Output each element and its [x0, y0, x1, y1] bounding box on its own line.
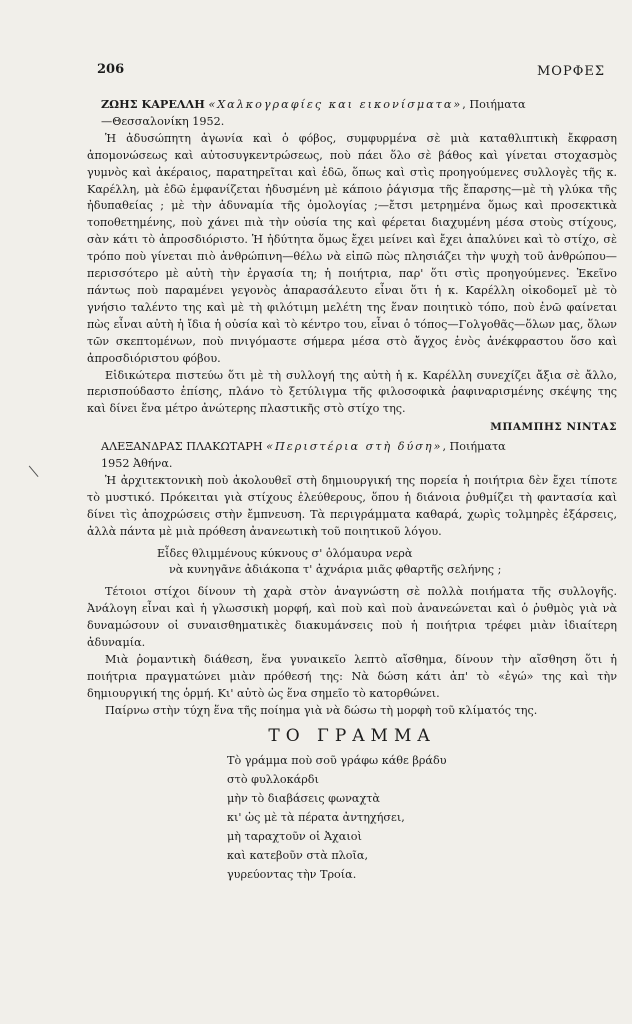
review-paragraph: Ἡ ἀρχιτεκτονικὴ ποὺ ἀκολουθεῖ στὴ δημιουργική της πορεία ἡ ποιήτρια δὲν ἔχει τίποτε τὸ μυστικό. Πρόκειται γιὰ στίχους ἐλεύθερους, ὅπου ἡ διάνοια ῥυθμίζει τὴ φαντασία καὶ δίνει τὶς ἀποχρώσεις στὴν ἔμπνευση. Τὰ περιγράμματα καθαρά, χωρὶς τολμηρὲς ἐξάρσεις, ἀλλὰ πάντα μὲ μιὰ πρόθεση ἀνανεωτικὴ τοῦ ποιητικοῦ λόγου.	[87, 473, 617, 538]
review-pub-place: 1952 Ἀθήνα.	[101, 457, 173, 471]
poem-body	[87, 751, 617, 884]
review-signature: ΜΠΑΜΠΗΣ ΝΙΝΤΑΣ	[490, 421, 617, 434]
review-pub-info: , Ποιήματα	[442, 440, 506, 454]
review-paragraph: Μιὰ ῥομαντικὴ διάθεση, ἕνα γυναικεῖο λεπτὸ αἴσθημα, δίνουν τὴν αἴσθηση ὅτι ἡ ποιήτρια πραγματώνει μιὰν πρόθεσή της: Νὰ δώση κάτι ἀπ' τὸ «ἐγώ» της καὶ τὴν δημιουργική της ὁρμή. Κι' αὐτὸ ὡς ἕνα σημεῖο τὸ κατορθώνει.	[87, 653, 617, 700]
quoted-verse-line: νὰ κυνηγᾶνε ἀδιάκοπα τ' ἀχνάρια μιᾶς φθαρτῆς σελήνης ;	[169, 563, 502, 577]
quoted-verse	[87, 546, 617, 580]
poem-line: καὶ κατεβοῦν στὰ πλοῖα,	[227, 848, 368, 862]
review-paragraph: Παίρνω στὴν τύχη ἕνα τῆς ποίημα γιὰ νὰ δώσω τὴ μορφὴ τοῦ κλίματός της.	[105, 703, 538, 717]
review-heading-1	[87, 96, 617, 131]
poem-line: μὴ ταραχτοῦν οἱ Ἀχαιοὶ	[227, 829, 362, 843]
page-content	[87, 96, 617, 884]
review-author: ΖΩΗΣ ΚΑΡΕΛΛΗ	[101, 97, 205, 111]
margin-mark	[29, 465, 40, 477]
review-book-title: «Χαλκογραφίες και εικονίσματα»	[208, 98, 463, 111]
poem-title: ΤΟ ΓΡΑΜΜΑ	[268, 725, 436, 746]
poem-line: μὴν τὸ διαβάσεις φωναχτὰ	[227, 791, 380, 805]
poem-line: Τὸ γράμμα ποὺ σοῦ γράφω κάθε βράδυ	[227, 753, 447, 767]
quoted-verse-line: Εἶδες θλιμμένους κύκνους σ' ὁλόμαυρα νερὰ	[157, 546, 413, 560]
poem-line: κι' ὡς μὲ τὰ πέρατα ἀντηχήσει,	[227, 810, 405, 824]
review-paragraph: Εἰδικώτερα πιστεύω ὅτι μὲ τὴ συλλογή της αὐτὴ ἡ κ. Καρέλλη συνεχίζει ἄξια σὲ ἄλλο, περισπούδαστο ἐπίσης, πλάνο τὸ ξετύλιγμα τῆς φιλοσοφικὰ ῥαφιναρισμένης σκέψης της καὶ δίνει ἕνα μέτρο ἀνώτερης πλαστικῆς στὸ στίχο της.	[87, 368, 617, 416]
review-book-title: «Περιστέρια στὴ δύση»	[266, 440, 443, 454]
review-pub-info: , Ποιήματα	[462, 98, 526, 111]
review-paragraph: Τέτοιοι στίχοι δίνουν τὴ χαρὰ στὸν ἀναγνώστη σὲ πολλὰ ποιήματα τῆς συλλογῆς. Ἀνάλογη εἶναι καὶ ἡ γλωσσικὴ μορφή, καὶ ποὺ καὶ ποὺ ἀνανεώνεται καὶ ὁ ῥυθμὸς γιὰ νὰ δυναμώσουν οἱ συναισθηματικὲς διακυμάνσεις ποὺ ἡ ποιήτρια τρέφει μιὰν ἰδιαίτερη ἀδυναμία.	[87, 585, 617, 650]
page-number: 206	[97, 62, 125, 77]
poem-line: γυρεύοντας τὴν Τροία.	[227, 867, 357, 881]
review-author: ΑΛΕΞΑΝΔΡΑΣ ΠΛΑΚΩΤΑΡΗ	[101, 440, 263, 454]
poem-line: στὸ φυλλοκάρδι	[227, 772, 319, 786]
journal-title: ΜΟΡΦΕΣ	[537, 64, 606, 79]
review-paragraph: Ἡ ἀδυσώπητη ἀγωνία καὶ ὁ φόβος, συμφυρμένα σὲ μιὰ καταθλιπτικὴ ἔκφραση ἀπομονώσεως καὶ αὐτοσυγκεντρώσεως, ποὺ πάει ὅλο σὲ βάθος καὶ γίνεται στοχασμὸς γυμνὸς καὶ ἀκέραιος, παρατηρεῖται καὶ ἐδῶ, ὅπως καὶ στὶς προηγούμενες συλλογὲς τῆς κ. Καρέλλη, μὰ ἐδῶ ἐμφανίζεται ἠδυσμένη μὲ κάποιο ῥάγισμα τῆς ἔπαρσης—μὲ τὴ γλύκα τῆς ἠδυπαθείας ; μὲ τὴν ἀδυναμία τῆς ὁμολογίας ;—ἔτσι μετρημένα ὅμως καὶ προσεκτικὰ τοποθετημένης, ποὺ χάνει πιὰ τὴν οὐσία της καὶ φέρεται διαχυμένη μέσα στοὺς στίχους, σὰν κάτι τὸ ἀπροσδιόριστο. Ἡ ἡδύτητα ὅμως ἔχει μείνει καὶ ἔχει ἀπαλύνει καὶ τὸ στίχο, σὲ τρόπο ποὺ γίνεται πιὸ ἀνθρώπινη—θέλω νὰ εἰπῶ πὼς πλησιάζει τὴν ψυχὴ τοῦ ἀνθρώπου—περισσότερο μὲ αὐτὴ τὴν ἐργασία τη; ἡ ποιήτρια, παρ' ὅτι στὶς προηγούμενες. Ἐκεῖνο πάντως ποὺ παραμένει γεγονὸς ἀπαρασάλευτο εἶναι ὅτι ἡ κ. Καρέλλη οἰκοδομεῖ μὲ τὸ γνήσιο ταλέντο της καὶ μὲ τὴ φιλότιμη μελέτη της ἕναν ποιητικὸ τόπο, ποὺ ἐνῶ φαίνεται πὼς εἶναι αὐτὴ ἡ ἴδια ἡ οὐσία καὶ τὸ κέντρο του, εἶναι ὁ τόπος—Γολγοθᾶς—ὅλων μας, ὅλων τῶν σκεπτομένων, ποὺ πνιγόμαστε σήμερα μέσα στὸ ἄγχος ἑνὸς ἀνέκφραστου ὅσο καὶ ἀπροσδιόριστου φόβου.	[87, 131, 617, 365]
review-heading-2	[87, 439, 617, 473]
review-pub-place: —Θεσσαλονίκη 1952.	[101, 114, 225, 128]
